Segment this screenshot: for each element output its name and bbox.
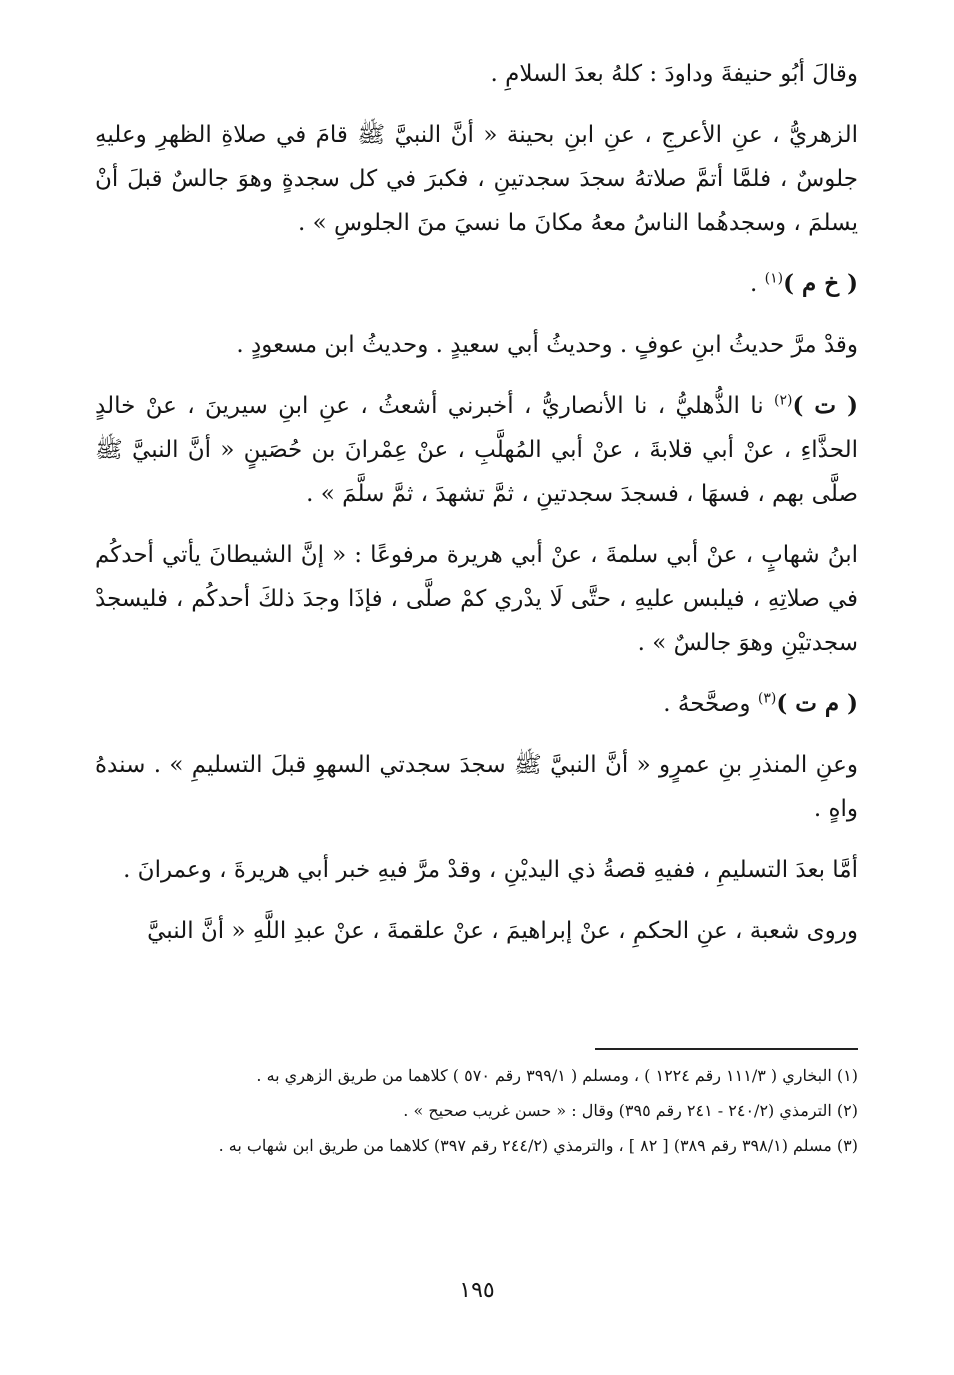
paragraph-7 [95, 682, 858, 726]
source-code-label: ( خ م ) [783, 270, 858, 297]
paragraph-4-text: وقدْ مرَّ حديثُ ابنِ عوفٍ . وحديثُ أبي سعيدٍ . وحديثُ ابن مسعودٍ . [236, 332, 858, 358]
paragraph-9 [95, 848, 858, 892]
main-text [95, 52, 858, 970]
paragraph-8 [95, 743, 858, 831]
footnote-2: (٢) الترمذي (٢٤٠/٢ - ٢٤١ رقم ٣٩٥) وقال : « حسن غريب صحيح » . [403, 1101, 858, 1120]
paragraph-6 [95, 533, 858, 665]
source-code-label: ( ت ) [792, 392, 858, 419]
paragraph-2 [95, 113, 858, 245]
footnote-ref-3: (٣) [757, 690, 777, 707]
paragraph-4 [95, 323, 858, 367]
paragraph-8-text: وعنِ المنذرِ بنِ عمرٍو « أنَّ النبيَّ ﷺ سجدَ سجدتي السهوِ قبلَ التسليمِ » . سندهُ واهٍ . [95, 752, 858, 822]
paragraph-5 [95, 384, 858, 516]
footnote-3: (٣) مسلم (٣٩٨/١ رقم ٣٨٩) [ ٨٢ ] ، والترمذي (٢٤٤/٢ رقم ٣٩٧) كلاهما من طريق ابن شهاب به . [218, 1136, 858, 1155]
paragraph-5-text: نا الذُّهليُّ ، نا الأنصاريُّ ، أخبرني أشعثُ ، عنِ ابنِ سيرينَ ، عنْ خالدٍ الحذَّاءِ ، عنْ أبي قلابةَ ، عنْ أبي المُهلَّبِ ، عنْ عِمْرانَ بن حُصَينٍ « أنَّ النبيَّ ﷺ صلَّى بهم ، فسهَا ، فسجدَ سجدتينِ ، ثمَّ تشهدَ ، ثمَّ سلَّمَ » . [95, 393, 858, 507]
paragraph-7-text: وصحَّحهُ . [663, 691, 758, 717]
paragraph-10 [95, 909, 858, 953]
paragraph-9-text: أمَّا بعدَ التسليمِ ، ففيهِ قصةُ ذي اليديْنِ ، وقدْ مرَّ فيهِ خبر أبي هريرةَ ، وعمرانَ . [123, 857, 858, 883]
paragraph-1-text: وقالَ أبُو حنيفةَ وداودَ : كلهُ بعدَ السلامِ . [490, 61, 858, 87]
footnote-ref-1: (١) [764, 270, 784, 287]
footnote-1: (١) البخاري ( ١١١/٣ رقم ١٢٢٤ ) ، ومسلم ( ٣٩٩/١ رقم ٥٧٠ ) كلاهما من طريق الزهري به . [256, 1066, 858, 1085]
footnote-ref-2: (٢) [774, 392, 793, 409]
paragraph-10-text: وروى شعبة ، عنِ الحكمِ ، عنْ إبراهيمَ ، عنْ علقمةَ ، عنْ عبدِ اللَّهِ « أنَّ النبيَّ [147, 918, 858, 944]
page-number: ١٩٥ [459, 1278, 495, 1303]
paragraph-3-text: . [750, 271, 765, 297]
source-code-label: ( م ت ) [776, 690, 858, 717]
footnote-divider [595, 1048, 858, 1050]
paragraph-3 [95, 262, 858, 306]
paragraph-2-text: الزهريُّ ، عنِ الأعرجِ ، عنِ ابنِ بحينة « أنَّ النبيَّ ﷺ قامَ في صلاةِ الظهرِ وعليهِ جلوسٌ ، فلمَّا أتمَّ صلاتهُ سجدَ سجدتينِ ، فكبرَ في كل سجدةٍ وهوَ جالسٌ قبلَ أنْ يسلمَ ، وسجدهُما الناسُ معهُ مكانَ ما نسيَ منَ الجلوسِ » . [95, 122, 858, 236]
paragraph-1 [95, 52, 858, 96]
paragraph-6-text: ابنُ شهابٍ ، عنْ أبي سلمةَ ، عنْ أبي هريرة مرفوعًا : « إنَّ الشيطانَ يأتي أحدكُم في صلاتِهِ ، فيلبس عليهِ ، حتَّى لَا يدْري كمْ صلَّى ، فإذَا وجدَ ذلكَ أحدكُم ، فليسجدْ سجدتيْنِ وهوَ جالسٌ » . [95, 542, 858, 656]
footnotes [95, 1062, 858, 1167]
